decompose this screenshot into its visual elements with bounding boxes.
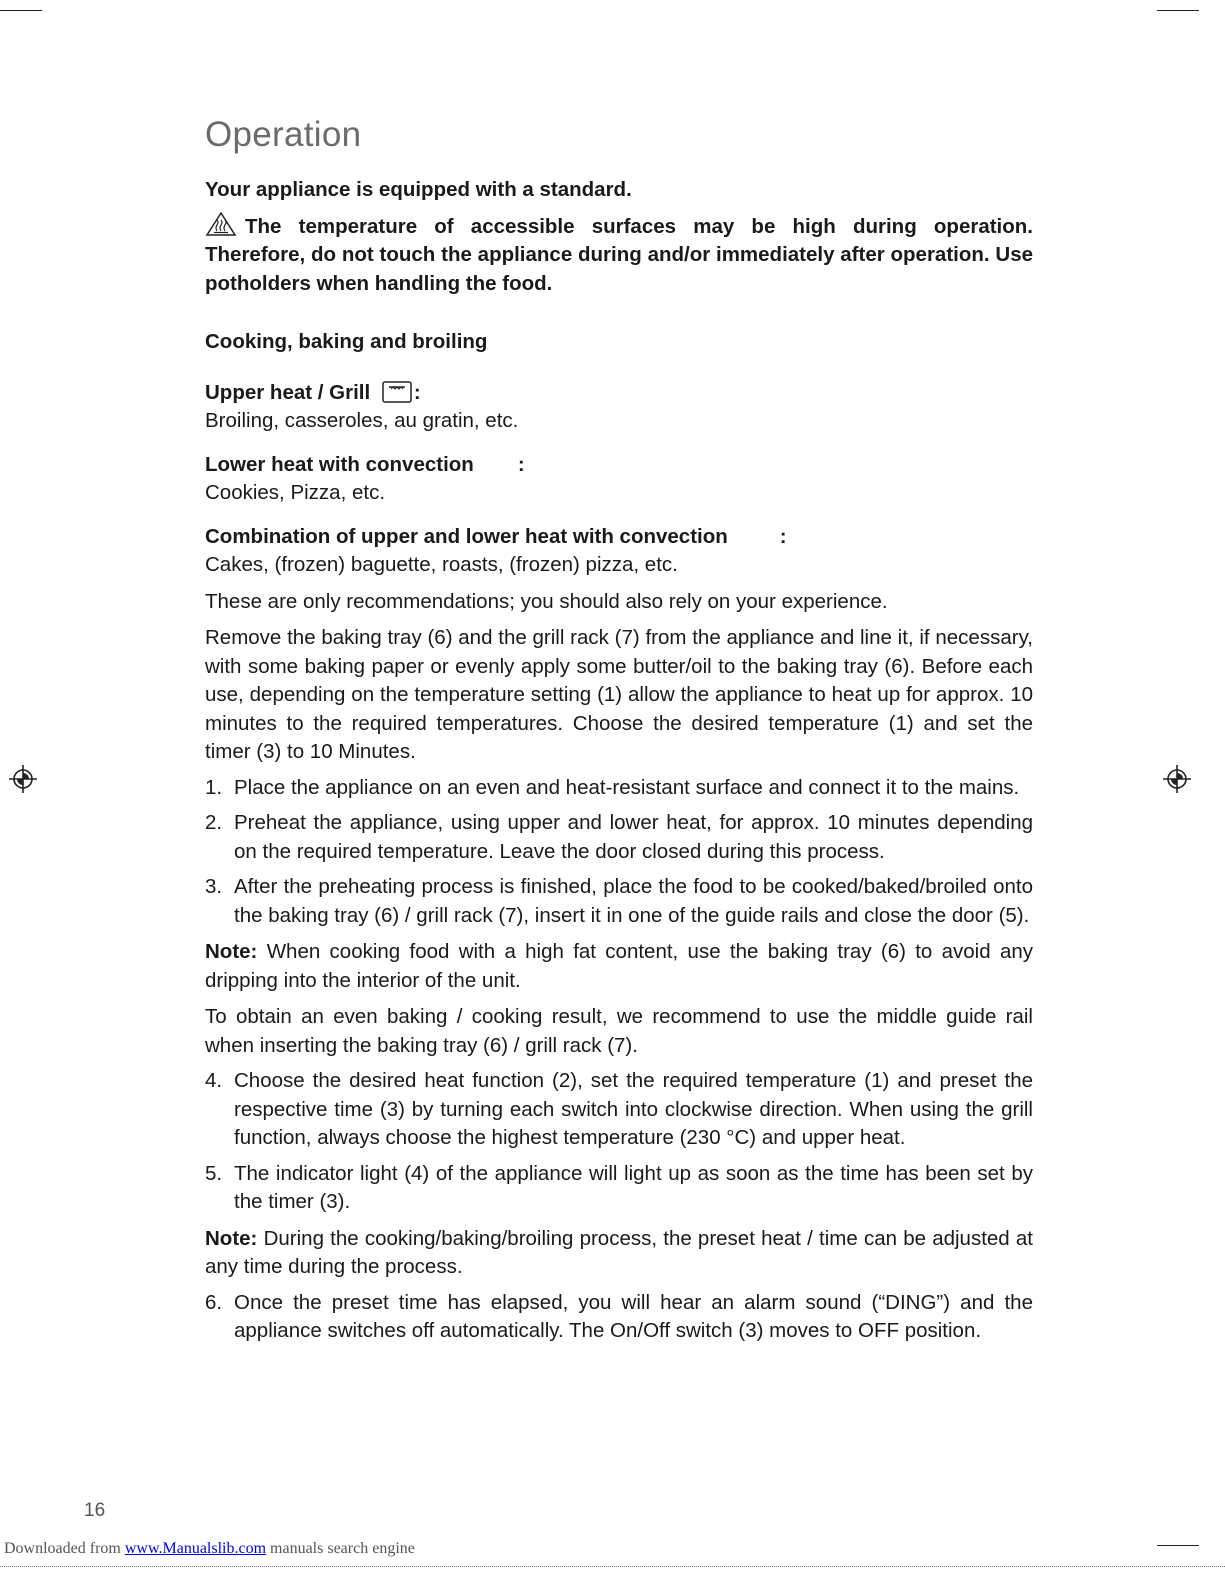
grill-icon (382, 381, 412, 403)
page-title: Operation (205, 115, 362, 154)
note-paragraph: Note: During the cooking/baking/broiling process, the preset heat / time can be adjusted at any time during the process. (205, 1226, 1033, 1278)
warning-text: The temperature of accessible surfaces may be high during operation. Therefore, do not touch the appliance during and/or immediately after operation. Use potholders when handling the food. (205, 214, 1033, 295)
steps-list (205, 774, 1033, 931)
section-title: Cooking, baking and broiling (205, 330, 488, 353)
list-item: 1. Place the appliance on an even and heat-resistant surface and connect it to the mains. (205, 775, 1020, 799)
crop-mark (1157, 10, 1199, 11)
download-footer: Downloaded from www.Manualslib.com manuals search engine (4, 1540, 415, 1557)
crop-mark (1157, 1545, 1199, 1546)
mode-upper-heat (205, 379, 1033, 436)
manualslib-link[interactable]: www.Manualslib.com (124, 1540, 267, 1557)
cut-line (0, 1566, 1225, 1567)
steps-list (205, 1289, 1033, 1346)
mode-description: Cookies, Pizza, etc. (205, 481, 386, 504)
hot-surface-warning-icon (205, 211, 237, 237)
page-number: 16 (84, 1500, 106, 1521)
warning-paragraph (205, 211, 1033, 299)
mode-label: Lower heat with convection (205, 452, 474, 476)
registration-mark-icon (1162, 764, 1192, 794)
preparation-text: Remove the baking tray (6) and the grill rack (7) from the appliance and line it, if necessary, with some baking paper or evenly apply some butter/oil to the baking tray (6). Before each use, depending on the temperature setting (1) allow the appliance to heat up for approx. 10 minutes to the required temperatures. Choose the desired temperature (1) and set the timer (3) to 10 Minutes. (205, 626, 1033, 763)
list-item: 6. Once the preset time has elapsed, you will hear an alarm sound (“DING”) and the appliance switches off automatically. The On/Off switch (3) moves to OFF position. (205, 1290, 1033, 1342)
mode-colon: : (413, 380, 421, 404)
list-item: 3. After the preheating process is finished, place the food to be cooked/baked/broiled onto the baking tray (6) / grill rack (7), insert it in one of the guide rails and close the door (5). (205, 875, 1033, 927)
page-content (205, 112, 1033, 1346)
note-label: Note: (205, 1226, 258, 1250)
steps-list (205, 1067, 1033, 1217)
registration-mark-icon (8, 764, 38, 794)
mode-label: Combination of upper and lower heat with convection (205, 524, 728, 548)
middle-rail-text: To obtain an even baking / cooking result, we recommend to use the middle guide rail when inserting the baking tray (6) / grill rack (7). (205, 1005, 1033, 1057)
mode-lower-heat (205, 451, 1033, 508)
note-label: Note: (205, 940, 258, 963)
intro-text: Your appliance is equipped with a standard. (205, 178, 632, 201)
mode-colon: : (779, 524, 787, 548)
list-item: 5. The indicator light (4) of the appliance will light up as soon as the time has been set by the timer (3). (205, 1161, 1033, 1213)
note-paragraph: Note: When cooking food with a high fat content, use the baking tray (6) to avoid any dripping into the interior of the unit. (205, 940, 1033, 992)
mode-combination (205, 523, 1033, 580)
list-item: 4. Choose the desired heat function (2), set the required temperature (1) and preset the respective time (3) by turning each switch into clockwise direction. When using the grill function, always choose the highest temperature (230 °C) and upper heat. (205, 1069, 1033, 1149)
mode-colon: : (517, 452, 525, 476)
recommendation-text: These are only recommendations; you should also rely on your experience. (205, 589, 888, 613)
list-item: 2. Preheat the appliance, using upper and lower heat, for approx. 10 minutes depending on the required temperature. Leave the door closed during this process. (205, 811, 1033, 863)
mode-description: Broiling, casseroles, au gratin, etc. (205, 409, 519, 432)
crop-mark (0, 10, 42, 11)
mode-description: Cakes, (frozen) baguette, roasts, (frozen) pizza, etc. (205, 553, 678, 576)
mode-label: Upper heat / Grill (205, 380, 371, 404)
